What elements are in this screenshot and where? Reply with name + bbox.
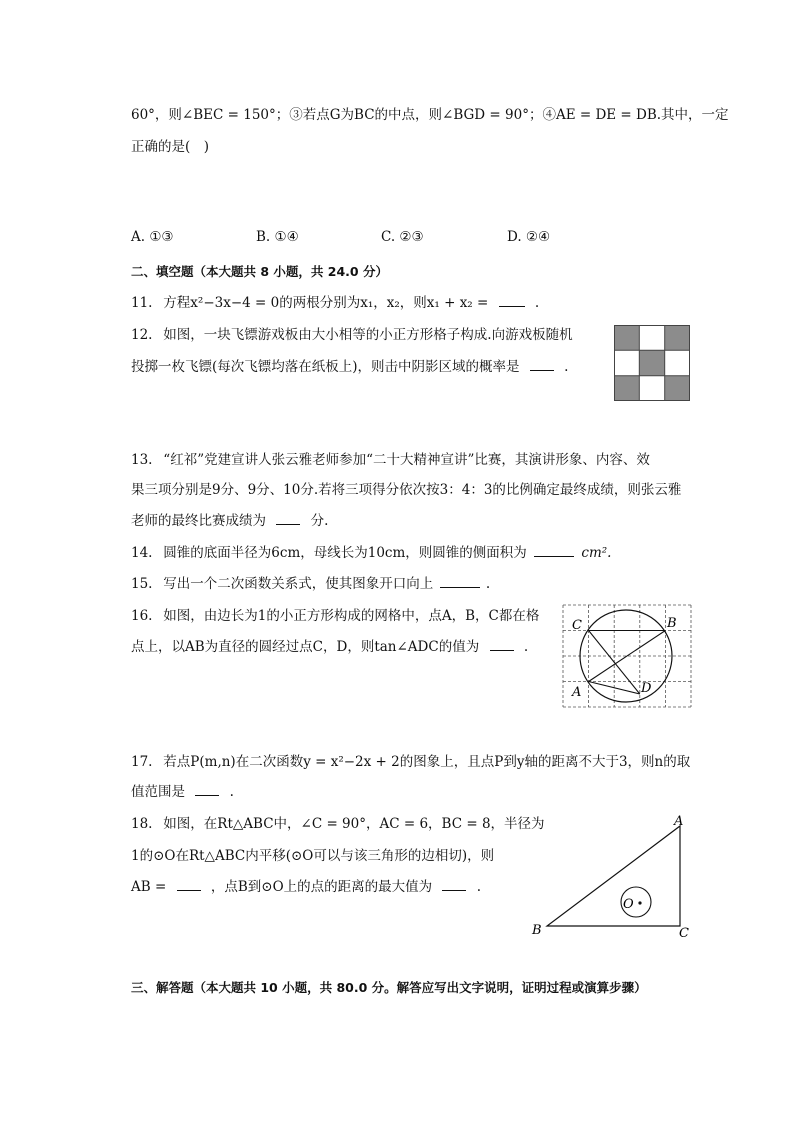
q12-line1: [131, 323, 573, 343]
q15: [131, 572, 490, 592]
q16-label-a: A: [572, 685, 582, 700]
q13-end: 分.: [310, 513, 329, 529]
q18-number: 18.: [131, 816, 153, 832]
q17-line2: [131, 780, 234, 800]
q11-number: 11.: [131, 295, 153, 311]
q18-text-line1: 如图，在Rt△ABC中，∠C = 90°，AC = 6，BC = 8，半径为: [163, 816, 545, 832]
section-2-title: 二、填空题（本大题共 8 小题，共 24.0 分）: [131, 264, 388, 279]
q18-text-line2: 1的⊙O在Rt△ABC内平移(⊙O可以与该三角形的边相切)，则: [131, 848, 495, 864]
q18-triangle-figure: [528, 810, 698, 940]
q11-text: 方程x²−3x−4 = 0的两根分别为x₁，x₂，则x₁ + x₂ =: [163, 295, 489, 311]
q12-answer-blank[interactable]: [530, 357, 554, 371]
q16-answer-blank[interactable]: [490, 637, 514, 651]
shaded-cell: [614, 325, 639, 350]
q16-label-b: B: [667, 616, 677, 631]
q16-number: 16.: [131, 608, 153, 624]
q16-line1: [131, 604, 539, 624]
q18-line3: [131, 875, 481, 895]
q10-text-line2: 正确的是( ): [131, 139, 210, 155]
q12-text-line1: 如图，一块飞镖游戏板由大小相等的小正方形格子构成.向游戏板随机: [163, 327, 573, 343]
q17-number: 17.: [131, 754, 153, 770]
shaded-cell: [614, 376, 639, 401]
q14-text: 圆锥的底面半径为6cm，母线长为10cm，则圆锥的侧面积为: [163, 545, 527, 561]
q11-answer-blank[interactable]: [499, 293, 525, 307]
shaded-cell: [665, 376, 690, 401]
q16-label-d: D: [641, 681, 652, 696]
q12-text-line2: 投掷一枚飞镖(每次飞镖均落在纸板上)，则击中阴影区域的概率是: [131, 359, 520, 375]
q16-text-line1: 如图，由边长为1的小正方形构成的网格中，点A，B，C都在格: [163, 608, 540, 624]
q14-number: 14.: [131, 545, 153, 561]
q14-unit: cm².: [581, 545, 612, 561]
q10-text-line1: 60°，则∠BEC = 150°；③若点G为BC的中点，则∠BGD = 90°；④AE = DE = DB.其中，一定: [131, 107, 729, 123]
q16-text-line2: 点上，以AB为直径的圆经过点C，D，则tan∠ADC的值为: [131, 639, 480, 655]
q18-text-line3b: ，点B到⊙O上的点的距离的最大值为: [210, 879, 433, 895]
q13-text-line3: 老师的最终比赛成绩为: [131, 513, 266, 529]
q17-text-line1: 若点P(m,n)在二次函数y = x²−2x + 2的图象上，且点P到y轴的距离不大于3，则n的取: [163, 754, 691, 770]
q15-end: .: [485, 576, 491, 592]
q10-option-c[interactable]: C. ②③: [381, 229, 424, 245]
q13-line1: [131, 448, 650, 468]
q11: [131, 291, 539, 311]
q10-option-a[interactable]: A. ①③: [131, 229, 174, 245]
q16-line2: [131, 635, 528, 655]
q17-text-line2: 值范围是: [131, 784, 185, 800]
q17-end: .: [229, 784, 234, 800]
section-3-title: 三、解答题（本大题共 10 小题，共 80.0 分。解答应写出文字说明，证明过程或演算步骤）: [131, 980, 647, 995]
q17-answer-blank[interactable]: [195, 782, 219, 796]
q16-label-c: C: [572, 618, 582, 633]
shaded-cell: [665, 325, 690, 350]
dartboard-shaded-cells: [614, 325, 690, 401]
q13-text-line1: “红祁”党建宣讲人张云雅老师参加“二十大精神宣讲”比赛，其演讲形象、内容、效: [163, 452, 650, 468]
q15-answer-blank[interactable]: [440, 574, 480, 588]
q14-answer-blank[interactable]: [534, 543, 574, 557]
q11-end: .: [534, 295, 540, 311]
q13-number: 13.: [131, 452, 153, 468]
q12-line2: [131, 355, 568, 375]
q16-grid-circle-figure: [562, 604, 692, 708]
q18-label-b: B: [532, 923, 542, 938]
dartboard-figure: [614, 325, 690, 401]
q17-line1: [131, 750, 690, 770]
q18-label-o: O: [623, 897, 634, 912]
q18-label-a: A: [674, 814, 684, 829]
q16-end: .: [523, 639, 529, 655]
q12-number: 12.: [131, 327, 153, 343]
q15-text: 写出一个二次函数关系式，使其图象开口向上: [163, 576, 434, 592]
q18-answer-blank-2[interactable]: [442, 877, 466, 891]
q14: [131, 541, 611, 561]
q18-center-dot: [638, 901, 641, 904]
q18-answer-blank-1[interactable]: [177, 877, 201, 891]
q13-line3: [131, 509, 328, 529]
q18-text-line3a: AB =: [131, 879, 167, 895]
q16-segments: [589, 631, 666, 695]
q10-option-b[interactable]: B. ①④: [256, 229, 299, 245]
shaded-cell: [639, 350, 664, 375]
q13-answer-blank[interactable]: [276, 511, 300, 525]
q18-end: .: [476, 879, 482, 895]
q18-line1: [131, 812, 545, 832]
q13-text-line2: 果三项分别是9分、9分、10分.若将三项得分依次按3：4：3的比例确定最终成绩，则张云雅: [131, 482, 682, 498]
q18-label-c: C: [679, 926, 689, 940]
q15-number: 15.: [131, 576, 153, 592]
q18-triangle: [547, 826, 680, 926]
q10-option-d[interactable]: D. ②④: [507, 229, 551, 245]
q12-end: .: [564, 359, 569, 375]
